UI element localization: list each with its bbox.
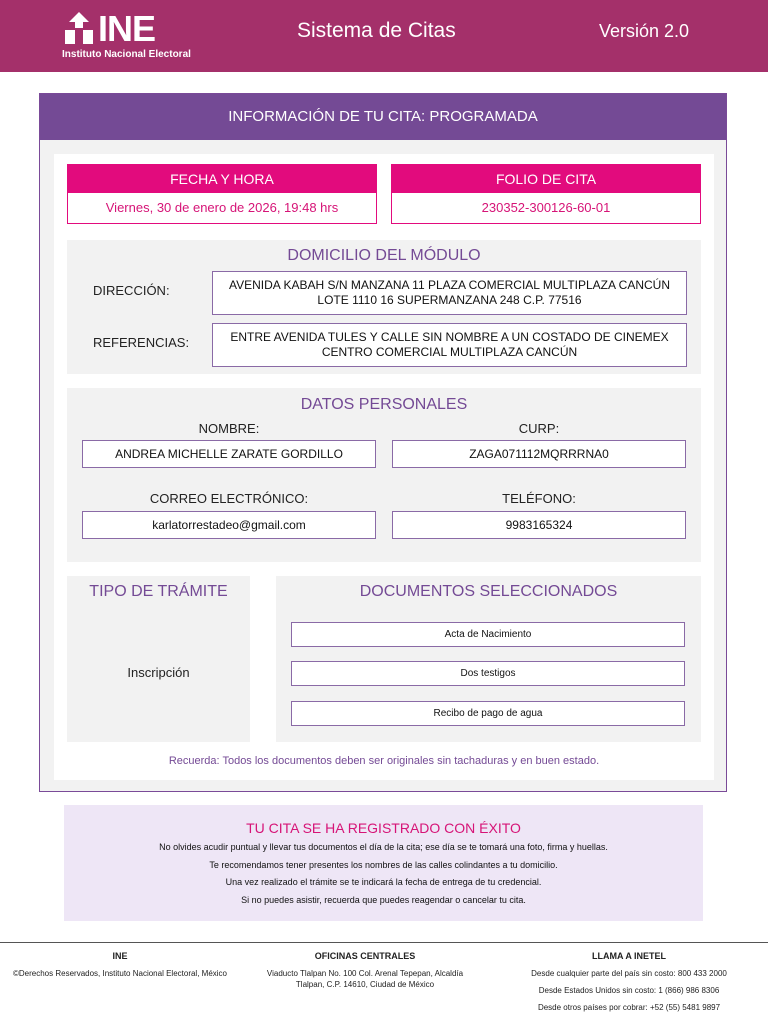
footer-inetel-title: LLAMA A INETEL — [592, 951, 666, 961]
datos-title: DATOS PERSONALES — [300, 396, 468, 413]
footer-inetel-line: Desde Estados Unidos sin costo: 1 (866) 986 8306 — [538, 986, 720, 995]
tramite-value: Inscripción — [127, 665, 190, 680]
success-line: No olvides acudir puntual y llevar tus documentos el día de la cita; ese día se te tomará una foto, firma y huellas. — [159, 842, 608, 852]
logo-subtitle: Instituto Nacional Electoral — [62, 49, 191, 60]
logo-text: INE — [98, 8, 156, 49]
documento-item: Dos testigos — [291, 661, 685, 686]
folio-value: 230352-300126-60-01 — [481, 200, 611, 215]
appointment-card — [39, 93, 727, 792]
ine-logo-icon — [62, 10, 96, 46]
referencias-label: REFERENCIAS: — [93, 335, 190, 350]
footer-ine-text: ©Derechos Reservados, Instituto Nacional Electoral, México — [13, 969, 227, 978]
footer-inetel — [510, 951, 748, 1019]
success-message — [64, 805, 703, 921]
footer-oficinas-text: Viaducto Tlalpan No. 100 Col. Arenal Tepepan, Alcaldía Tlalpan, C.P. 14610, Ciudad de México — [266, 969, 464, 989]
nombre-value: ANDREA MICHELLE ZARATE GORDILLO — [82, 440, 376, 468]
app-header — [0, 0, 768, 72]
documento-item: Recibo de pago de agua — [291, 701, 685, 726]
documento-item: Acta de Nacimiento — [291, 622, 685, 647]
direccion-value: AVENIDA KABAH S/N MANZANA 11 PLAZA COMERCIAL MULTIPLAZA CANCÚN LOTE 1110 16 SUPERMANZANA 248 C.P. 77516 — [212, 271, 687, 315]
documentos-panel — [276, 576, 701, 742]
version-label: Versión 2.0 — [599, 21, 690, 41]
fecha-value: Viernes, 30 de enero de 2026, 19:48 hrs — [105, 200, 339, 215]
fecha-label: FECHA Y HORA — [68, 165, 376, 193]
documentos-note: Recuerda: Todos los documentos deben ser originales sin tachaduras y en buen estado. — [168, 755, 600, 767]
telefono-value: 9983165324 — [392, 511, 686, 539]
datos-panel — [67, 388, 701, 562]
documentos-title: DOCUMENTOS SELECCIONADOS — [359, 583, 618, 600]
folio-box — [391, 164, 701, 224]
referencias-value: ENTRE AVENIDA TULES Y CALLE SIN NOMBRE A UN COSTADO DE CINEMEX CENTRO COMERCIAL MULTIPLAZA CANCÚN — [212, 323, 687, 367]
direccion-label: DIRECCIÓN: — [93, 283, 170, 298]
correo-label: CORREO ELECTRÓNICO: — [149, 491, 309, 506]
footer-ine-title: INE — [112, 951, 128, 961]
fecha-box — [67, 164, 377, 224]
nombre-label: NOMBRE: — [198, 421, 260, 436]
success-line: Si no puedes asistir, recuerda que puedes reagendar o cancelar tu cita. — [241, 895, 526, 905]
folio-label: FOLIO DE CITA — [392, 165, 700, 193]
footer-inetel-line: Desde cualquier parte del país sin costo: 800 433 2000 — [531, 969, 727, 978]
footer-divider — [0, 942, 768, 943]
ine-logo[interactable] — [62, 8, 191, 62]
app-title: Sistema de Citas — [297, 19, 456, 42]
card-title: INFORMACIÓN DE TU CITA: PROGRAMADA — [40, 94, 726, 140]
curp-value: ZAGA071112MQRRRNA0 — [392, 440, 686, 468]
card-body — [54, 154, 714, 780]
domicilio-title: DOMICILIO DEL MÓDULO — [287, 247, 481, 264]
correo-value: karlatorrestadeo@gmail.com — [82, 511, 376, 539]
tramite-panel — [67, 576, 250, 742]
footer-ine — [6, 951, 234, 985]
success-line: Te recomendamos tener presentes los nombres de las calles colindantes a tu domicilio. — [209, 860, 558, 870]
telefono-label: TELÉFONO: — [502, 491, 576, 506]
footer-oficinas-title: OFICINAS CENTRALES — [314, 951, 416, 961]
domicilio-panel — [67, 240, 701, 374]
footer-inetel-line: Desde otros países por cobrar: +52 (55) 5481 9897 — [537, 1003, 721, 1012]
curp-label: CURP: — [518, 421, 560, 436]
tramite-title: TIPO DE TRÁMITE — [89, 583, 228, 600]
success-line: Una vez realizado el trámite se te indicará la fecha de entrega de tu credencial. — [225, 877, 542, 887]
success-title: TU CITA SE HA REGISTRADO CON ÉXITO — [246, 820, 521, 836]
footer-oficinas — [252, 951, 478, 996]
